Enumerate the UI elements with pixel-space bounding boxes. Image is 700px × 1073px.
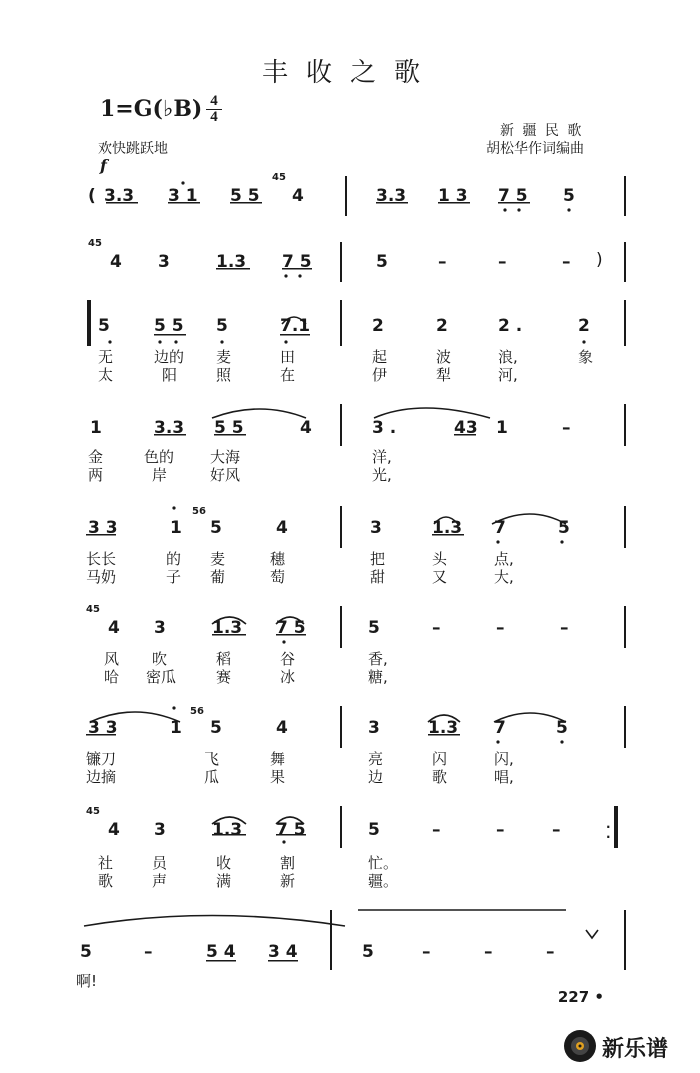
note: 7 5 bbox=[276, 618, 306, 638]
barline bbox=[340, 242, 342, 282]
lyric: 歌 bbox=[98, 872, 114, 890]
note: 3 bbox=[158, 252, 170, 272]
note: 5 bbox=[368, 618, 380, 638]
note: 2 bbox=[372, 316, 384, 336]
barline bbox=[624, 176, 626, 216]
note: 4 bbox=[108, 820, 120, 840]
note: – bbox=[562, 252, 571, 272]
note: 3 bbox=[368, 718, 380, 738]
lyric: 岸 bbox=[152, 466, 168, 484]
lyric: 萄 bbox=[270, 568, 286, 586]
lyric: 葡 bbox=[210, 568, 226, 586]
note: – bbox=[144, 942, 153, 962]
lyric: 伊 bbox=[372, 366, 388, 384]
dynamic-marking: f bbox=[100, 156, 107, 175]
page-number-text: 227 bbox=[557, 988, 590, 1006]
lyric: 起 bbox=[372, 348, 388, 366]
barline bbox=[624, 910, 626, 970]
note: 43 bbox=[454, 418, 478, 438]
note: 7 5 bbox=[282, 252, 312, 272]
note: 2 . bbox=[498, 316, 523, 336]
lyric: 镰刀 bbox=[86, 750, 117, 768]
note: 3.3 bbox=[104, 186, 135, 206]
lyric: 两 bbox=[88, 466, 104, 484]
note: – bbox=[552, 820, 561, 840]
note: 7 5 bbox=[276, 820, 306, 840]
note: 5 bbox=[210, 718, 222, 738]
note: 5 5 bbox=[154, 316, 184, 336]
note: 3 3 bbox=[88, 718, 118, 738]
barline bbox=[340, 404, 342, 446]
barline bbox=[340, 300, 342, 346]
barline bbox=[624, 506, 626, 548]
note: – bbox=[562, 418, 571, 438]
lyric: 收 bbox=[216, 854, 232, 872]
lyric: 亮 bbox=[368, 750, 384, 768]
lyric: 浪, bbox=[498, 348, 518, 366]
lyric: 好风 bbox=[210, 466, 241, 484]
lyric: 疆。 bbox=[368, 872, 399, 890]
lyric: 光, bbox=[372, 466, 392, 484]
note: 4 bbox=[108, 618, 120, 638]
note: ( bbox=[88, 186, 96, 206]
lyric: 的 bbox=[166, 550, 182, 568]
note: 7 bbox=[494, 718, 506, 738]
lyric: 员 bbox=[152, 854, 168, 872]
lyric: 声 bbox=[152, 872, 168, 890]
note: 5 bbox=[98, 316, 110, 336]
note: 3.3 bbox=[154, 418, 185, 438]
barline bbox=[624, 706, 626, 748]
note: – bbox=[546, 942, 555, 962]
note: 1.3 bbox=[212, 618, 243, 638]
lyric: 舞 bbox=[270, 750, 286, 768]
note: 4 bbox=[276, 718, 288, 738]
lyric: 糖, bbox=[368, 668, 388, 686]
lyric: 唱, bbox=[494, 768, 514, 786]
lyric: 把 bbox=[370, 550, 386, 568]
barline bbox=[624, 606, 626, 648]
grace-note: 45 bbox=[86, 806, 100, 817]
lyric: 大海 bbox=[210, 448, 241, 466]
lyric: 谷 bbox=[280, 650, 296, 668]
note: 7.1 bbox=[280, 316, 311, 336]
lyric: 密瓜 bbox=[146, 668, 177, 686]
lyric: 麦 bbox=[210, 550, 226, 568]
note: 3 bbox=[154, 820, 166, 840]
note: 7 bbox=[494, 518, 506, 538]
note: 1.3 bbox=[428, 718, 459, 738]
note: 5 bbox=[210, 518, 222, 538]
lyric: 啊! bbox=[76, 972, 98, 990]
lyric: 果 bbox=[270, 768, 286, 786]
lyric: 边 bbox=[368, 768, 384, 786]
lyric: 吹 bbox=[152, 650, 168, 668]
barline bbox=[624, 404, 626, 446]
lyric: 麦 bbox=[216, 348, 232, 366]
barline bbox=[340, 806, 342, 848]
song-title: 丰收之歌 bbox=[261, 58, 438, 88]
lyric: 长长 bbox=[86, 550, 117, 568]
lyric: 忙。 bbox=[368, 854, 399, 872]
lyric: 大, bbox=[494, 568, 514, 586]
lyric: 波 bbox=[436, 348, 452, 366]
lyric: 犁 bbox=[436, 366, 452, 384]
lyric: 甜 bbox=[370, 568, 386, 586]
slur-mark bbox=[84, 916, 345, 927]
lyric: 赛 bbox=[216, 668, 232, 686]
lyric: 社 bbox=[98, 854, 114, 872]
lyric: 河, bbox=[498, 366, 518, 384]
lyric: 香, bbox=[368, 650, 388, 668]
lyric: 照 bbox=[216, 366, 232, 384]
lyric: 飞 bbox=[204, 750, 220, 768]
note: 4 bbox=[276, 518, 288, 538]
note: 1.3 bbox=[212, 820, 243, 840]
lyric: 田 bbox=[280, 348, 296, 366]
lyric: 边的 bbox=[154, 348, 185, 366]
repeat-barline bbox=[614, 806, 618, 848]
repeat-dots: · · bbox=[606, 820, 611, 844]
lyric: 马奶 bbox=[86, 568, 117, 586]
note: 1 bbox=[90, 418, 102, 438]
lyric: 满 bbox=[216, 872, 232, 890]
note: 5 5 bbox=[230, 186, 260, 206]
note: – bbox=[560, 618, 569, 638]
note: 5 bbox=[376, 252, 388, 272]
note: 3 . bbox=[372, 418, 397, 438]
key-signature: 1=G(♭B) bbox=[100, 96, 203, 122]
note: 1 3 bbox=[438, 186, 468, 206]
time-signature-denominator: 4 bbox=[206, 109, 222, 125]
lyric: 哈 bbox=[104, 668, 120, 686]
note: 5 bbox=[216, 316, 228, 336]
lyric: 闪, bbox=[494, 750, 514, 768]
grace-note: 45 bbox=[86, 604, 100, 615]
lyric: 割 bbox=[280, 854, 296, 872]
note: 5 bbox=[563, 186, 575, 206]
note: – bbox=[432, 618, 441, 638]
watermark-text: 新乐谱 bbox=[602, 1037, 669, 1062]
lyric: 头 bbox=[432, 550, 448, 568]
note: – bbox=[496, 618, 505, 638]
barline bbox=[624, 242, 626, 282]
note: – bbox=[422, 942, 431, 962]
barline bbox=[340, 706, 342, 748]
note: ) bbox=[596, 250, 603, 270]
lyric: 象 bbox=[578, 348, 594, 366]
slur-mark bbox=[374, 408, 490, 418]
note: 3.3 bbox=[376, 186, 407, 206]
lyric: 子 bbox=[166, 568, 182, 586]
lyric: 稻 bbox=[216, 650, 232, 668]
note: 2 bbox=[436, 316, 448, 336]
breath-mark bbox=[586, 930, 598, 938]
time-signature-numerator: 4 bbox=[210, 93, 218, 109]
lyric: 瓜 bbox=[204, 768, 220, 786]
lyric: 新 bbox=[280, 872, 296, 890]
record-icon bbox=[562, 1028, 598, 1064]
slur-mark bbox=[212, 409, 306, 418]
lyric: 歌 bbox=[432, 768, 448, 786]
note: – bbox=[432, 820, 441, 840]
note: 5 4 bbox=[206, 942, 236, 962]
note: 5 bbox=[368, 820, 380, 840]
lyric: 色的 bbox=[144, 448, 175, 466]
grace-note: 56 bbox=[192, 506, 206, 517]
tempo-marking: 欢快跳跃地 bbox=[98, 141, 168, 157]
note: 1 bbox=[496, 418, 508, 438]
note: – bbox=[438, 252, 447, 272]
lyric: 无 bbox=[98, 348, 114, 366]
page-number: 227 • bbox=[557, 988, 604, 1006]
note: 4 bbox=[292, 186, 304, 206]
lyric: 洋, bbox=[372, 448, 392, 466]
lyric: 闪 bbox=[432, 750, 448, 768]
note: 5 bbox=[362, 942, 374, 962]
note: 5 bbox=[556, 718, 568, 738]
lyric: 边摘 bbox=[86, 768, 117, 786]
lyric: 阳 bbox=[162, 366, 178, 384]
note: 3 bbox=[370, 518, 382, 538]
repeat-barline bbox=[87, 300, 91, 346]
grace-note: 56 bbox=[190, 706, 204, 717]
note: 3 4 bbox=[268, 942, 298, 962]
note: 1.3 bbox=[216, 252, 247, 272]
song-credits: 胡松华作词编曲 bbox=[486, 141, 584, 157]
grace-note: 45 bbox=[88, 238, 102, 249]
note: 3 3 bbox=[88, 518, 118, 538]
barline bbox=[340, 506, 342, 548]
lyric: 风 bbox=[104, 650, 120, 668]
note: 2 bbox=[578, 316, 590, 336]
grace-note: 45 bbox=[272, 172, 286, 183]
note: 1.3 bbox=[432, 518, 463, 538]
barline bbox=[624, 300, 626, 346]
note: 7 5 bbox=[498, 186, 528, 206]
lyric: 点, bbox=[494, 550, 514, 568]
note: 4 bbox=[300, 418, 312, 438]
lyric: 又 bbox=[432, 568, 448, 586]
lyric: 金 bbox=[88, 448, 104, 466]
barline bbox=[340, 606, 342, 648]
note: 5 bbox=[80, 942, 92, 962]
note: – bbox=[498, 252, 507, 272]
note: – bbox=[484, 942, 493, 962]
lyric: 太 bbox=[98, 366, 114, 384]
lyric: 穗 bbox=[270, 550, 286, 568]
note: 3 1 bbox=[168, 186, 198, 206]
note: 1 bbox=[170, 518, 182, 538]
lyric: 冰 bbox=[280, 668, 296, 686]
note: 4 bbox=[110, 252, 122, 272]
note: – bbox=[496, 820, 505, 840]
barline bbox=[345, 176, 347, 216]
note: 5 bbox=[558, 518, 570, 538]
song-origin: 新 疆 民 歌 bbox=[500, 123, 584, 139]
lyric: 在 bbox=[280, 366, 296, 384]
note: 3 bbox=[154, 618, 166, 638]
note: 5 5 bbox=[214, 418, 244, 438]
barline bbox=[330, 910, 332, 970]
note: 1 bbox=[170, 718, 182, 738]
